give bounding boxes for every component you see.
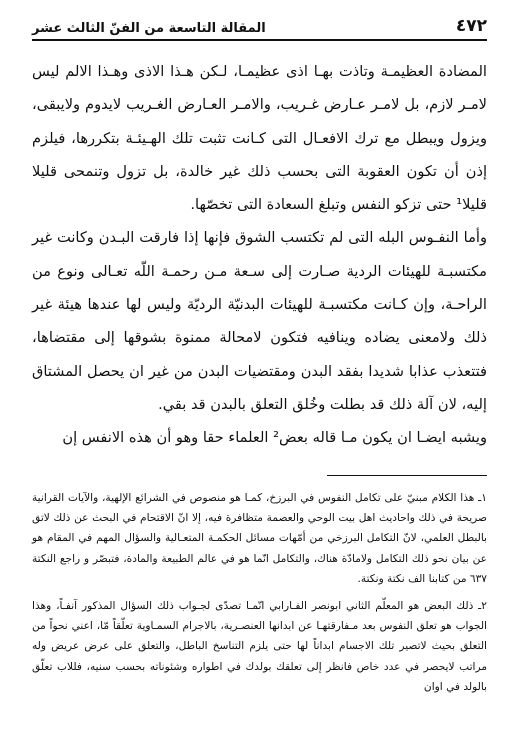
running-title: المقالة التاسعة من الفنّ الثالث عشر — [32, 21, 266, 36]
body-paragraph: المضادة العظيمـة وتاذت بهـا اذى عظيمـا، لـكن هـذا الاذى وهـذا الالم ليس لامـر لازم، بل لامـر عـارض غـريب، والامـر العـارض الغـريب لايدوم ولايبقى، ويزول ويبطل مع ترك الافعـال التى كـانت تثبت تلك الهـيئـة بتكررها، فيلزم إذن أن تكون العقوبة التى بحسب ذلك غير خالدة، بل تزول وتنمحى قليلا قليلا¹ حتى تزكو النفس وتبلغ السعادة التى تخصّها. — [32, 63, 487, 214]
footnote: ١ـ هذا الكلام مبنيّ على تكامل النفوس في البرزخ، كمـا هو منصوص في الشرائع الإلهية، والآيات القرانية صريحة في ذلك واحاديث اهل بيت الوحي والعصمة متظافرة فيه، إلا انّ الاقتحام في البحث عن ذلك لاتق بالبطل العلمي، لانّ التكامل البرزخي من أمّهات مسائل الحكمـة المتعـالية والسؤال المهم في المقام هو عن بيان نحو ذلك التكامل ولامادّة هناك، والتكامل انّما هو في عالم الطبيعة والمادة، فتبصّر و راجع النكتة ٦٣٧ من كتابنا الف نكتة ونكتة. — [32, 491, 487, 586]
page-number: ٤٧٢ — [455, 16, 487, 36]
footnote: ٢ـ ذلك البعض هو المعلّم الثاني ابونصر الفـارابي انّمـا تصدّى لجـواب ذلك السؤال المذكور آنفـاً، وهذا الجواب هو تعلق النفوس بعد مـفارقتهـا عن ابدانها العنصـرية، بالاجرام السمـاوية تعلّقاً مّا، اعني نحواً من التعلق بحيث لاتصير تلك الاجسام ابداناً لها حتى يلزم التناسخ الباطل، والتعلق على عرض عريض وله مراتب لايحصر في عدد خاص فانظر إلى تعلقك بولدك في اطواره وشئوناته بحسب سنيه، فللاب تعلّق بالولد في اوان — [32, 599, 487, 694]
main-text — [32, 55, 487, 455]
body-paragraph: ويشبه ايضـا ان يكون مـا قاله بعض² العلماء حقا وهو أن هذه الانفس إن — [62, 429, 487, 447]
footnotes — [32, 488, 487, 698]
footnote-separator — [327, 475, 487, 476]
body-paragraph: وأما النفـوس البله التى لم تكتسب الشوق فإنها إذا فارقت البـدن وكانت غير مكتسبـة للهيئات الردية صـارت إلى سـعة مـن رحمـة اللّه تعـالى ونوع من الراحـة، وإن كـانت مكتسبـة للهيئات البدنيّة الرديّة وليس لها عندها هيئة غير ذلك ولامعنى يضاده وينافيه فتكون لامحالة ممنوة بشوقها إلى مقتضاها، فتتعذب عذابا شديدا بفقد البدن ومقتضيات البدن من غير ان يحصل المشتاق إليه، لان آلة ذلك قد بطلت وخُلق التعلق بالبدن قد بقي. — [32, 229, 487, 413]
page-header — [32, 16, 487, 41]
